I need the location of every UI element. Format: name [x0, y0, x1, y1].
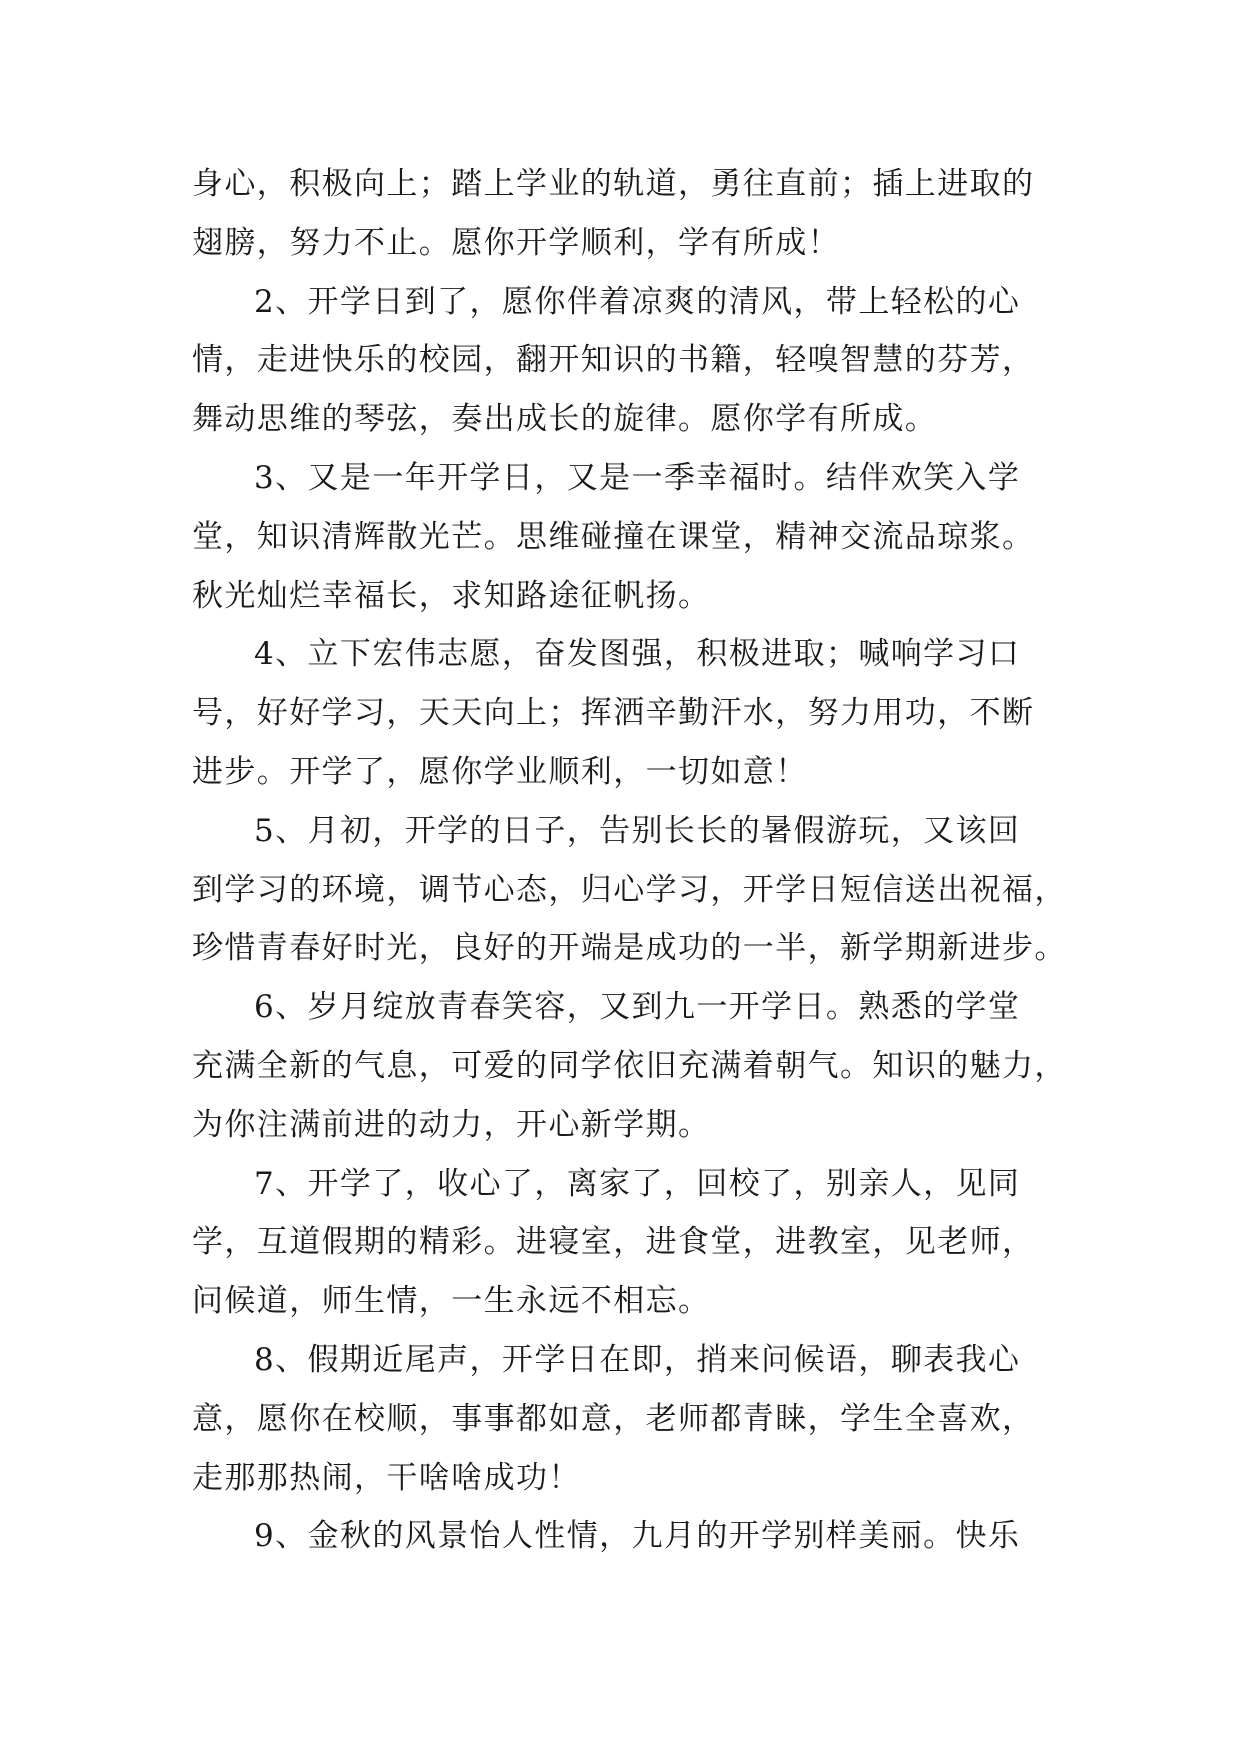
text-line: 珍惜青春好时光，良好的开端是成功的一半，新学期新进步。 — [192, 930, 1067, 967]
text-line: 6、岁月绽放青春笑容，又到九一开学日。熟悉的学堂 — [254, 989, 1021, 1026]
paragraph-item-5 — [192, 802, 1067, 978]
text-line: 为你注满前进的动力，开心新学期。 — [192, 1106, 711, 1143]
text-line: 8、假期近尾声，开学日在即，捎来问候语，聊表我心 — [254, 1341, 1021, 1378]
paragraph-item-4 — [192, 625, 1062, 801]
text-line: 堂，知识清辉散光芒。思维碰撞在课堂，精神交流品琼浆。 — [192, 518, 1035, 555]
text-line: 舞动思维的琴弦，奏出成长的旋律。愿你学有所成。 — [192, 401, 938, 438]
text-line: 情，走进快乐的校园，翻开知识的书籍，轻嗅智慧的芬芳， — [192, 342, 1035, 379]
paragraph-item-3 — [192, 449, 1062, 625]
text-line: 秋光灿烂幸福长，求知路途征帆扬。 — [192, 577, 711, 614]
text-line: 2、开学日到了，愿你伴着凉爽的清风，带上轻松的心 — [254, 283, 1021, 320]
paragraph-continuation — [192, 155, 1062, 273]
text-line: 学，互道假期的精彩。进寝室，进食堂，进教室，见老师， — [192, 1224, 1035, 1261]
text-line: 问候道，师生情，一生永远不相忘。 — [192, 1283, 711, 1320]
document-body — [192, 155, 1067, 1566]
text-line: 3、又是一年开学日，又是一季幸福时。结伴欢笑入学 — [254, 459, 1021, 496]
text-line: 4、立下宏伟志愿，奋发图强，积极进取；喊响学习口 — [254, 636, 1021, 673]
text-line: 走那那热闹，干啥啥成功！ — [192, 1459, 581, 1496]
text-line: 9、金秋的风景怡人性情，九月的开学别样美丽。快乐 — [254, 1518, 1021, 1555]
text-line: 号，好好学习，天天向上；挥洒辛勤汗水，努力用功，不断 — [192, 695, 1035, 732]
text-line: 充满全新的气息，可爱的同学依旧充满着朝气。知识的魅力， — [192, 1047, 1067, 1084]
text-line: 5、月初，开学的日子，告别长长的暑假游玩，又该回 — [254, 812, 1021, 849]
paragraph-item-8 — [192, 1331, 1062, 1507]
paragraph-item-2 — [192, 273, 1062, 449]
text-line: 进步。开学了，愿你学业顺利，一切如意！ — [192, 753, 808, 790]
text-line: 翅膀，努力不止。愿你开学顺利，学有所成！ — [192, 224, 840, 261]
text-line: 到学习的环境，调节心态，归心学习，开学日短信送出祝福， — [192, 871, 1067, 908]
text-line: 7、开学了，收心了，离家了，回校了，别亲人，见同 — [254, 1165, 1021, 1202]
paragraph-item-9 — [192, 1507, 1062, 1566]
text-line: 身心，积极向上；踏上学业的轨道，勇往直前；插上进取的 — [192, 166, 1035, 202]
paragraph-item-7 — [192, 1155, 1062, 1331]
text-line: 意，愿你在校顺，事事都如意，老师都青睐，学生全喜欢， — [192, 1400, 1035, 1437]
paragraph-item-6 — [192, 978, 1067, 1154]
